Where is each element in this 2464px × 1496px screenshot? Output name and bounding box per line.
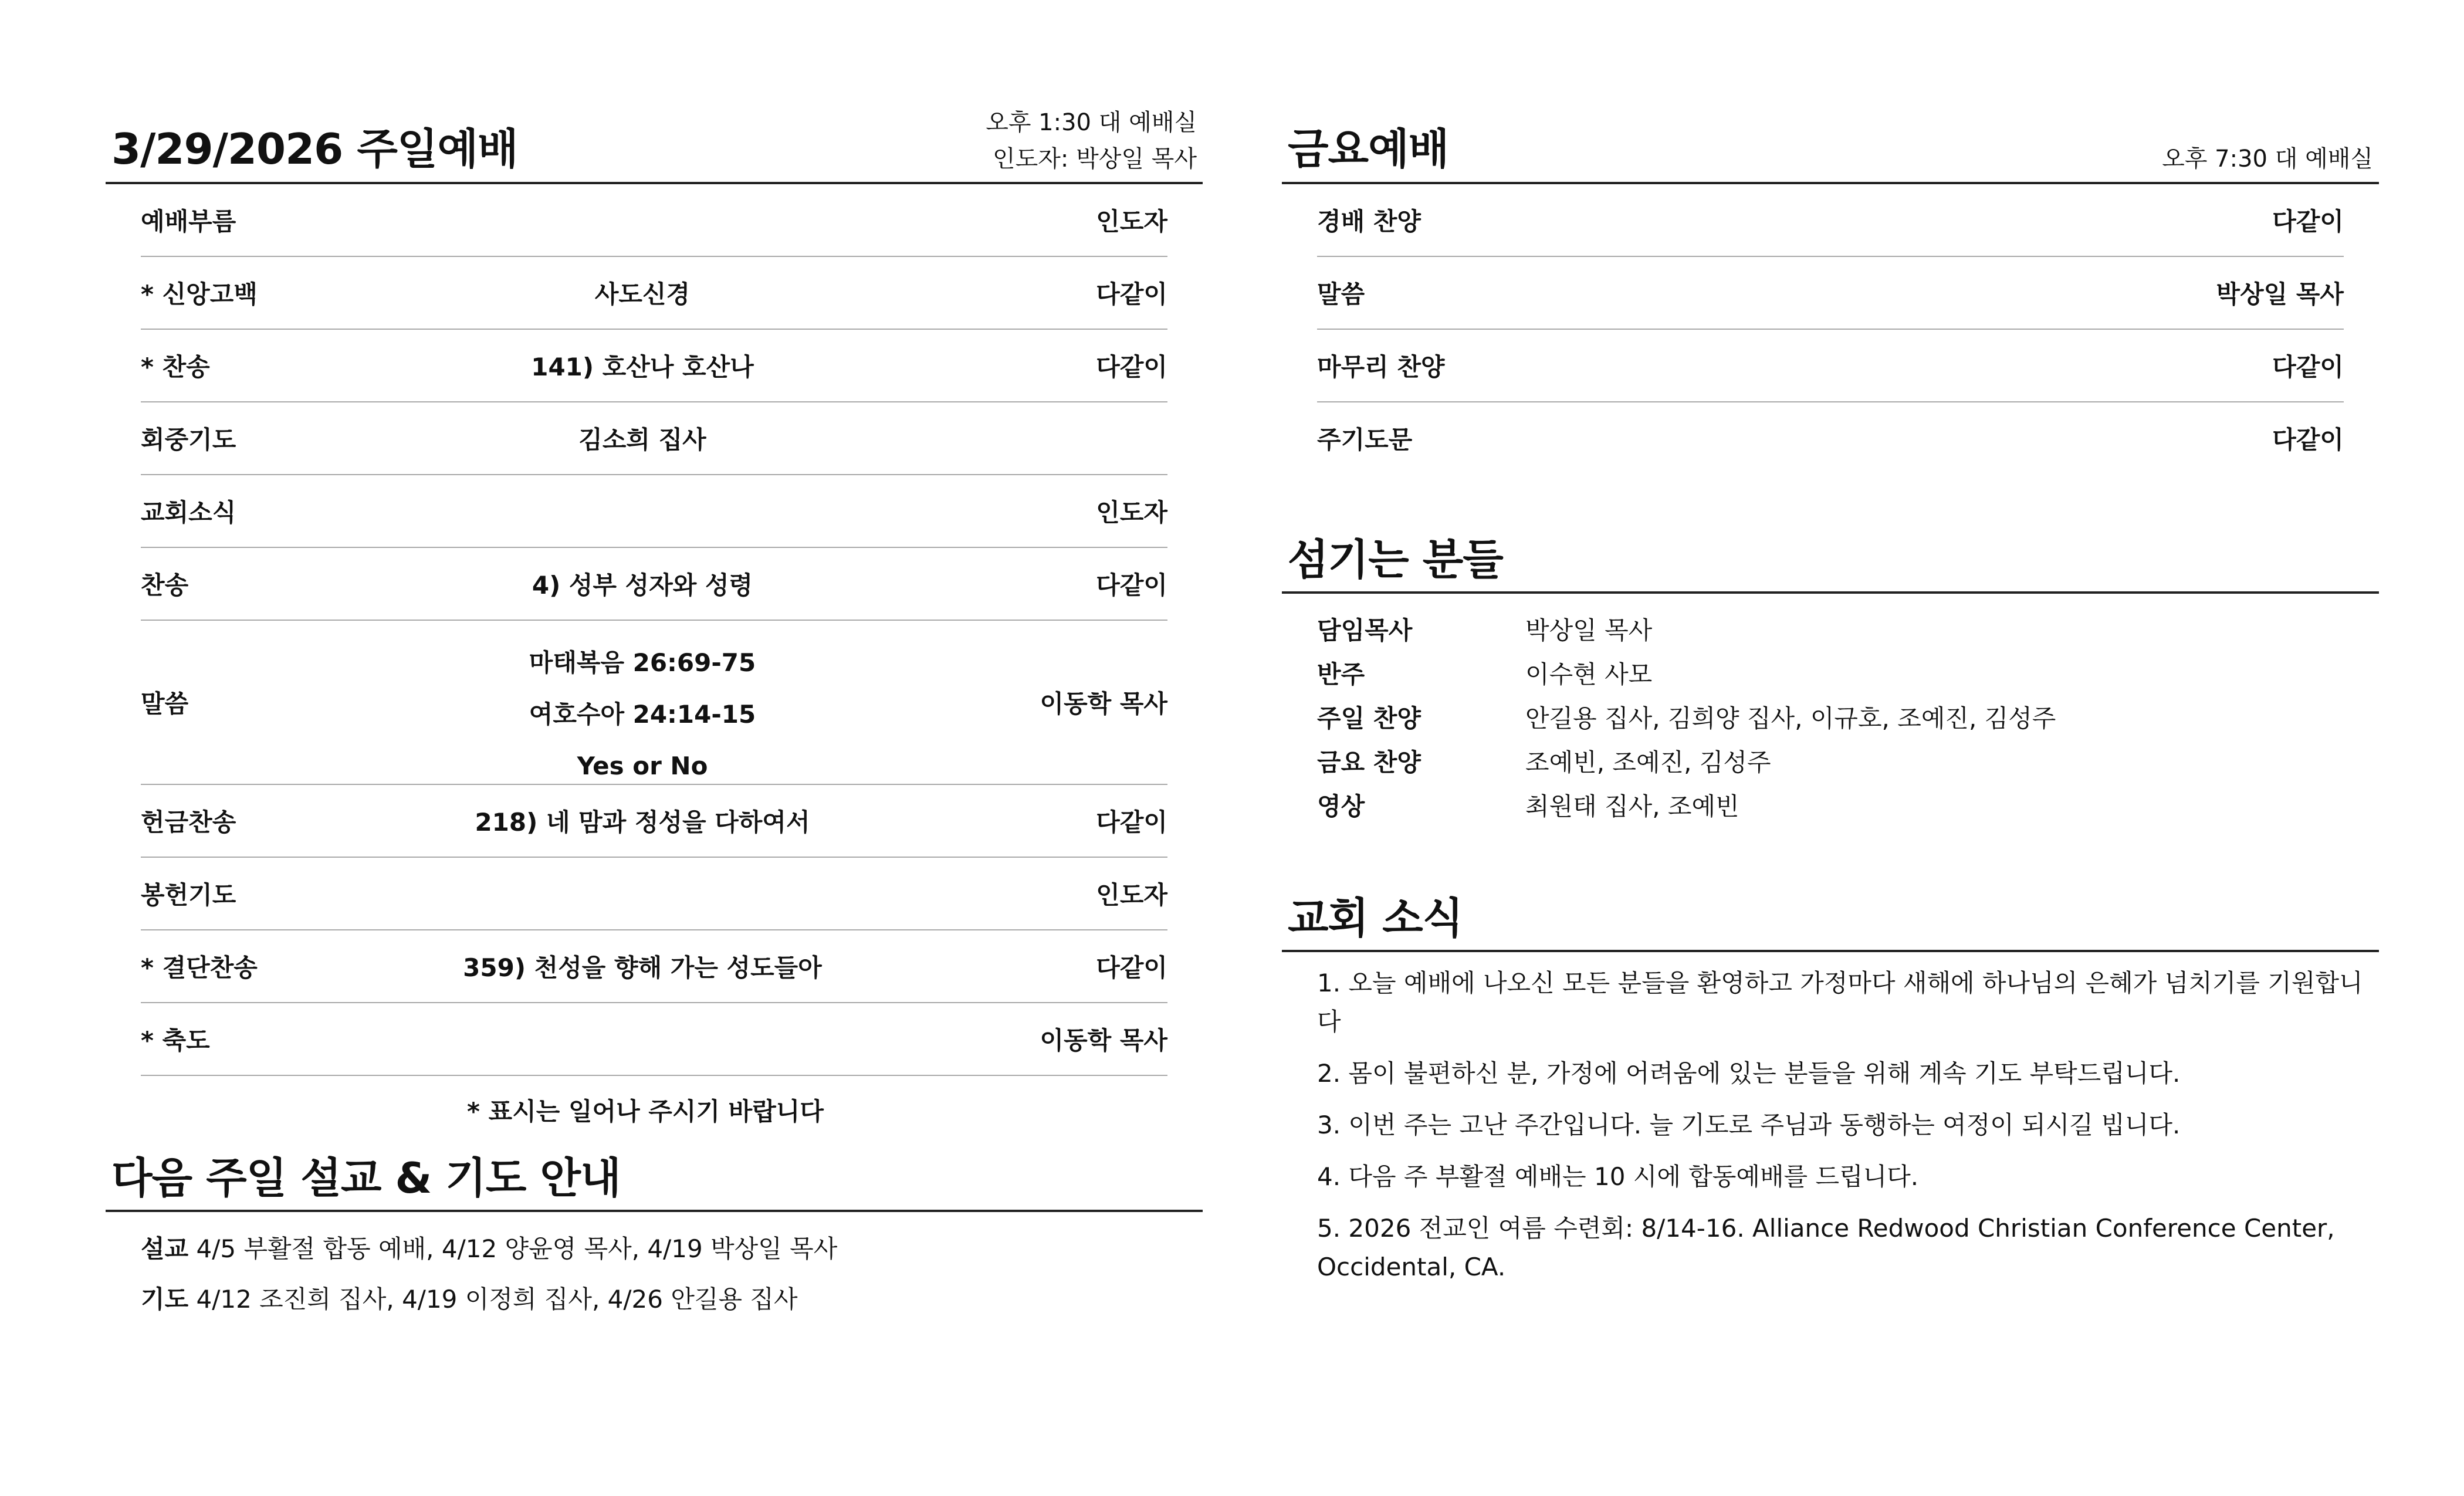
- program-right: 인도자: [1096, 498, 1167, 527]
- program-right: 다같이: [1096, 280, 1167, 309]
- program-label: 찬송: [141, 571, 189, 600]
- program-label: 말씀: [1317, 280, 1365, 309]
- sermon-passage: 여호수아 24:14-15: [529, 700, 756, 729]
- friday-title: 금요예배: [1288, 124, 1449, 174]
- program-row: [1317, 330, 2344, 402]
- program-row: [141, 330, 1167, 402]
- program-right: 인도자: [1096, 207, 1167, 236]
- program-right: 인도자: [1096, 881, 1167, 909]
- friday-header: [1282, 100, 2379, 184]
- program-label: * 신앙고백: [141, 280, 258, 309]
- next-week-sermon-label: 설교: [141, 1234, 189, 1263]
- staff-role: 주일 찬양: [1317, 703, 1421, 733]
- staff-row: [1317, 739, 2379, 783]
- program-label: 주기도문: [1317, 425, 1413, 454]
- sermon-row: [141, 621, 1167, 785]
- sunday-title: 3/29/2026 주일예배: [111, 124, 518, 174]
- staff-row: [1317, 607, 2379, 651]
- program-label: 마무리 찬양: [1317, 353, 1445, 381]
- program-middle: 359) 천성을 향해 가는 성도들아: [463, 953, 822, 982]
- staff-names: 조예빈, 조예진, 김성주: [1525, 747, 1771, 777]
- news-header: [1282, 891, 2379, 952]
- staff-role: 담임목사: [1317, 615, 1413, 645]
- next-week-sermon: [141, 1224, 1203, 1274]
- sunday-meta: [986, 104, 1197, 177]
- program-middle: 사도신경: [594, 280, 691, 309]
- program-row: [1317, 402, 2344, 474]
- sunday-program: [141, 184, 1167, 1128]
- program-row: [141, 257, 1167, 330]
- standing-note: * 표시는 일어나 주시기 바랍니다: [467, 1097, 824, 1126]
- program-right: 이동학 목사: [1040, 1026, 1167, 1055]
- program-middle: 141) 호산나 호산나: [531, 353, 754, 381]
- friday-column: [1282, 100, 2379, 1299]
- staff-title: 섬기는 분들: [1288, 535, 1503, 584]
- program-right: 다같이: [1096, 571, 1167, 600]
- program-right: 다같이: [2272, 353, 2344, 381]
- news-title: 교회 소식: [1288, 893, 1463, 943]
- next-week-prayer-label: 기도: [141, 1285, 189, 1314]
- news-item: 1. 오늘 예배에 나오신 모든 분들을 환영하고 가정마다 새해에 하나님의 은혜가 넘치기를 기원합니다: [1317, 969, 2363, 1036]
- next-week-title: 다음 주일 설교 & 기도 안내: [111, 1153, 621, 1203]
- program-label: 예배부름: [141, 207, 236, 236]
- program-label: * 축도: [141, 1026, 210, 1055]
- staff-names: 박상일 목사: [1525, 615, 1653, 645]
- program-right: 다같이: [1096, 808, 1167, 837]
- staff-names: 이수현 사모: [1525, 659, 1653, 689]
- staff-row: [1317, 695, 2379, 739]
- staff-role: 금요 찬양: [1317, 747, 1421, 777]
- sermon-label: 말씀: [141, 689, 189, 718]
- staff-names: 안길용 집사, 김희양 집사, 이규호, 조예진, 김성주: [1525, 703, 2056, 733]
- next-week-body: [106, 1224, 1203, 1325]
- program-label: 경배 찬양: [1317, 207, 1421, 236]
- program-label: 교회소식: [141, 498, 236, 527]
- sunday-time-place: 오후 1:30 대 예배실: [986, 109, 1197, 136]
- program-row: [141, 930, 1167, 1003]
- program-row: [141, 785, 1167, 858]
- staff-names: 최원태 집사, 조예빈: [1525, 791, 1739, 821]
- sunday-column: [106, 100, 1203, 1325]
- news-item: 5. 2026 전교인 여름 수련회: 8/14-16. Alliance Redwood Christian Conference Center, Occidental, CA.: [1317, 1214, 2335, 1281]
- sermon-title: Yes or No: [577, 752, 708, 780]
- program-row: [141, 402, 1167, 475]
- program-label: 봉헌기도: [141, 881, 236, 909]
- news-item: 4. 다음 주 부활절 예배는 10 시에 합동예배를 드립니다.: [1317, 1162, 1919, 1191]
- program-middle: 김소희 집사: [578, 425, 706, 454]
- sermon-passages: [117, 637, 1167, 792]
- program-label: 헌금찬송: [141, 808, 236, 837]
- staff-list: [1282, 594, 2379, 827]
- program-right: 다같이: [2272, 425, 2344, 454]
- program-right: 다같이: [1096, 953, 1167, 982]
- program-right: 다같이: [1096, 353, 1167, 381]
- next-week-prayer-text: 4/12 조진희 집사, 4/19 이정희 집사, 4/26 안길용 집사: [188, 1285, 798, 1314]
- program-label: 회중기도: [141, 425, 236, 454]
- sunday-leader: 인도자: 박상일 목사: [992, 145, 1197, 172]
- staff-role: 반주: [1317, 659, 1365, 689]
- sermon-passage: 마태복음 26:69-75: [529, 648, 756, 677]
- program-label: * 결단찬송: [141, 953, 258, 982]
- program-middle: 4) 성부 성자와 성령: [532, 571, 753, 600]
- friday-meta: [2162, 141, 2373, 177]
- program-row: [141, 184, 1167, 257]
- news-list: [1282, 952, 2379, 1287]
- program-row: [141, 1003, 1167, 1076]
- program-middle: 218) 네 맘과 정성을 다하여서: [475, 808, 810, 837]
- program-right: 다같이: [2272, 207, 2344, 236]
- sunday-header: [106, 100, 1203, 184]
- program-label: * 찬송: [141, 353, 210, 381]
- program-row: [141, 475, 1167, 548]
- program-row: [141, 548, 1167, 621]
- program-right: 박상일 목사: [2216, 280, 2344, 309]
- next-week-prayer: [141, 1274, 1203, 1325]
- next-week-sermon-text: 4/5 부활절 합동 예배, 4/12 양윤영 목사, 4/19 박상일 목사: [188, 1234, 838, 1263]
- news-item: 3. 이번 주는 고난 주간입니다. 늘 기도로 주님과 동행하는 여정이 되시길 빕니다.: [1317, 1111, 2181, 1139]
- staff-role: 영상: [1317, 791, 1365, 821]
- next-week-header: [106, 1151, 1203, 1212]
- friday-program: [1317, 184, 2344, 474]
- friday-time-place: 오후 7:30 대 예배실: [2162, 145, 2373, 172]
- staff-row: [1317, 783, 2379, 827]
- staff-header: [1282, 533, 2379, 594]
- program-row: [1317, 184, 2344, 257]
- sermon-preacher: 이동학 목사: [1040, 689, 1167, 718]
- program-row: [1317, 257, 2344, 330]
- staff-row: [1317, 651, 2379, 695]
- news-item: 2. 몸이 불편하신 분, 가정에 어려움에 있는 분들을 위해 계속 기도 부탁드립니다.: [1317, 1059, 2181, 1088]
- program-row: [141, 858, 1167, 930]
